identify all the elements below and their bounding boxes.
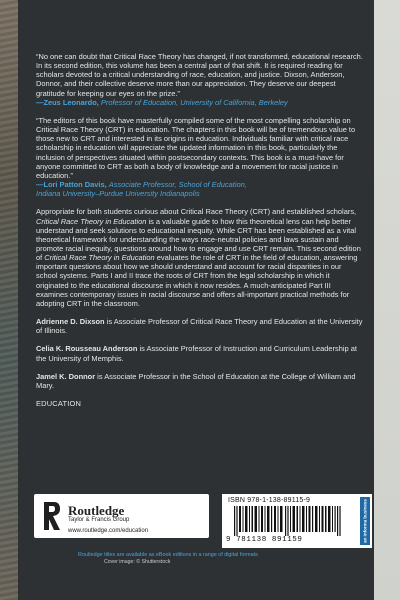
endorsement-quote <box>36 52 364 107</box>
endorsement-quote <box>36 116 364 198</box>
editor-bio: Adrienne D. Dixson is Associate Professor of Critical Race Theory and Education at the University of Illinois. <box>36 317 363 336</box>
book-title: Critical Race Theory in Education <box>44 253 155 263</box>
subject-category: EDUCATION <box>36 399 82 408</box>
editor-name: Celia K. Rousseau Anderson <box>36 344 138 354</box>
informa-badge: an informa business <box>360 497 370 545</box>
barcode-icon <box>234 506 342 536</box>
routledge-logo-icon <box>40 500 62 532</box>
back-cover-text <box>36 52 364 408</box>
publisher-logo <box>34 494 209 538</box>
quote-author-title: Associate Professor, School of Education, <box>108 180 247 190</box>
book-title: Critical Race Theory in Education <box>36 216 147 226</box>
editor-name: Jamel K. Donnor <box>36 371 96 381</box>
publisher-name: Routledge <box>68 503 125 518</box>
book-description: Appropriate for both students curious about Critical Race Theory (CRT) and established scholars, Critical Race Theory in Education is a valuable guide to how this theoretical lens can help better understand and seek solutions to educational inequity. While CRT has been established as a vital theoretical framework for understanding the ways race-neutral policies and laws sustain and promote racial inequity, questions around how to engage and use CRT remain. This second edition of Critical Race Theory in Education evaluates the role of CRT in the field of education, answering important questions about how we should understand and account for racial disparities in our school systems. Parts I and II trace the roots of CRT from the legal scholarship in which it originated to the educational discourse in which it now resides. A much-anticipated Part III examines contemporary issues in racial discourse and offers all-important practical methods for adopting CRT in the classroom. <box>36 207 361 308</box>
publisher-group: Taylor & Francis Group <box>68 517 130 523</box>
isbn-barcode <box>222 494 372 548</box>
quote-author: —Zeus Leonardo, <box>36 97 99 107</box>
quote-author-affiliation: Indiana University–Purdue University Indianapolis <box>36 189 200 199</box>
quote-author: —Lori Patton Davis, <box>36 180 107 190</box>
editor-bio: Celia K. Rousseau Anderson is Associate Professor of Instruction and Curriculum Leadership at the University of Memphis. <box>36 344 357 363</box>
isbn-label: ISBN 978-1-138-89115-9 <box>228 497 311 504</box>
page-edge <box>374 0 400 600</box>
cover-image-credit: Cover image: © Shutterstock <box>104 559 171 565</box>
editor-bio: Jamel K. Donnor is Associate Professor in the School of Education at the College of William and Mary. <box>36 371 356 390</box>
quote-author-title: Professor of Education, University of California, Berkeley <box>100 97 288 107</box>
cover-photo-edge <box>0 0 18 600</box>
quote-text: “No one can doubt that Critical Race Theory has changed, if not transformed, educational research. In its second edition, this volume has been a central part of that shift. It is required reading for scholars devoted to a critical understanding of race, education, and justice. Dixson, Anderson, Donnor, and their collective deserve more than our appreciation. They deserve our deepest gratitude for keeping our eyes on the prize.” <box>36 52 363 98</box>
publisher-url: www.routledge.com/education <box>68 528 149 534</box>
barcode-digits: 9 781138 891159 <box>226 536 303 544</box>
ebook-note: Routledge titles are available as eBook editions in a range of digital formats <box>78 552 258 558</box>
editor-name: Adrienne D. Dixson <box>36 317 105 327</box>
quote-text: “The editors of this book have masterfully compiled some of the most compelling scholarship on Critical Race Theory (CRT) in education. The chapters in this book will be of tremendous value to those new to CRT and interested in its origins in education. Individuals familiar with critical race scholarship in education will appreciate the updated information in this book, particularly the inclusion of perspectives situated within postsecondary contexts. This book is a must-have for anyone committed to CRT as both a body of knowledge and a movement for racial justice in education.” <box>36 115 356 180</box>
